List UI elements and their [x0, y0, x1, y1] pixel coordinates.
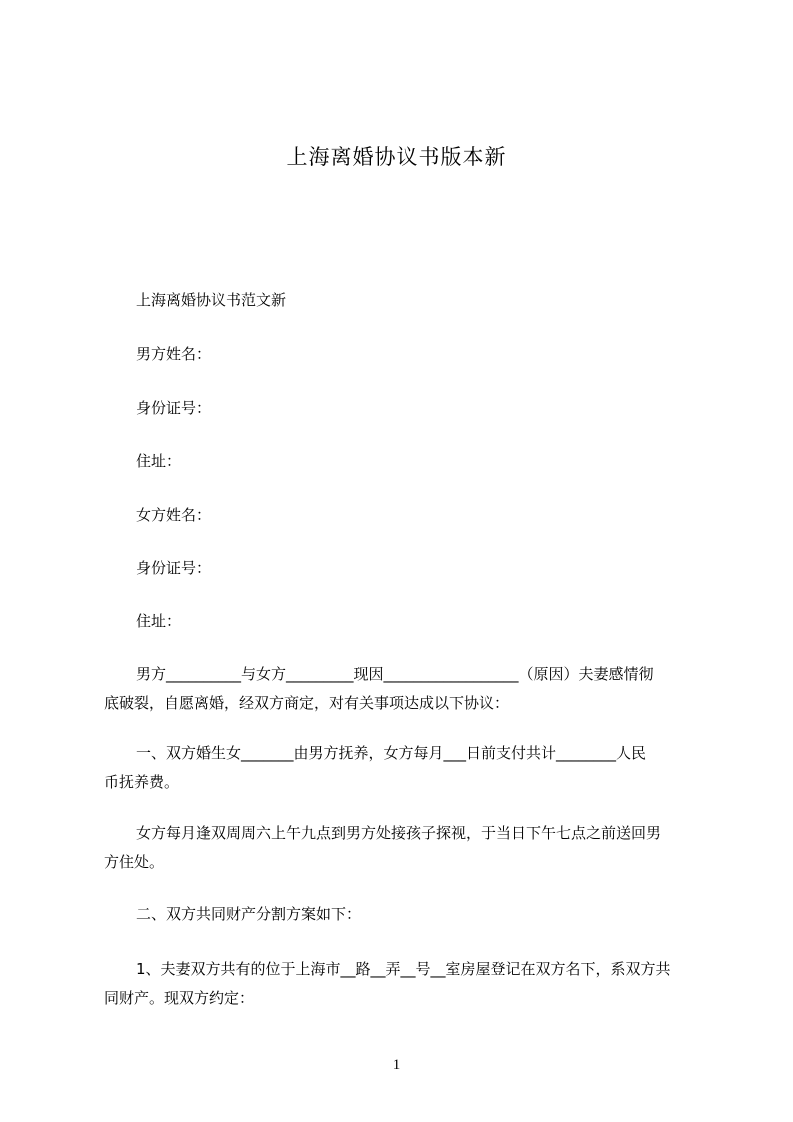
- visitation-line-2: 方住处。: [104, 853, 165, 871]
- property-line-1: 1、夫妻双方共有的位于上海市__路__弄__号__室房屋登记在双方名下，系双方共: [136, 960, 671, 978]
- intro-line-2: 底破裂，自愿离婚，经双方商定，对有关事项达成以下协议：: [104, 694, 510, 712]
- clause-two-heading: 二、双方共同财产分割方案如下：: [136, 905, 362, 923]
- intro-line-1: 男方__________与女方_________现因__________________（原因）夫妻感情彻: [136, 665, 654, 683]
- document-title: 上海离婚协议书版本新: [286, 145, 507, 169]
- intro-paragraph: [104, 660, 704, 718]
- clause-one-line-1: 一、双方婚生女_______由男方抚养，女方每月___日前支付共计________人民: [136, 744, 647, 762]
- female-id-label: 身份证号：: [136, 559, 212, 577]
- female-name-label: 女方姓名：: [136, 506, 212, 524]
- visitation-line-1: 女方每月逢双周周六上午九点到男方处接孩子探视，于当日下午七点之前送回男: [136, 824, 662, 842]
- property-line-2: 同财产。现双方约定：: [104, 989, 255, 1007]
- document-subtitle: 上海离婚协议书范文新: [136, 291, 287, 309]
- visitation-paragraph: [104, 819, 704, 877]
- page-number: 1: [392, 1057, 401, 1073]
- male-address-label: 住址：: [136, 452, 182, 470]
- clause-one-line-2: 币抚养费。: [104, 773, 180, 791]
- clause-one-paragraph: [104, 739, 704, 797]
- property-paragraph: [104, 955, 704, 1013]
- male-id-label: 身份证号：: [136, 399, 212, 417]
- female-address-label: 住址：: [136, 612, 182, 630]
- male-name-label: 男方姓名：: [136, 345, 212, 363]
